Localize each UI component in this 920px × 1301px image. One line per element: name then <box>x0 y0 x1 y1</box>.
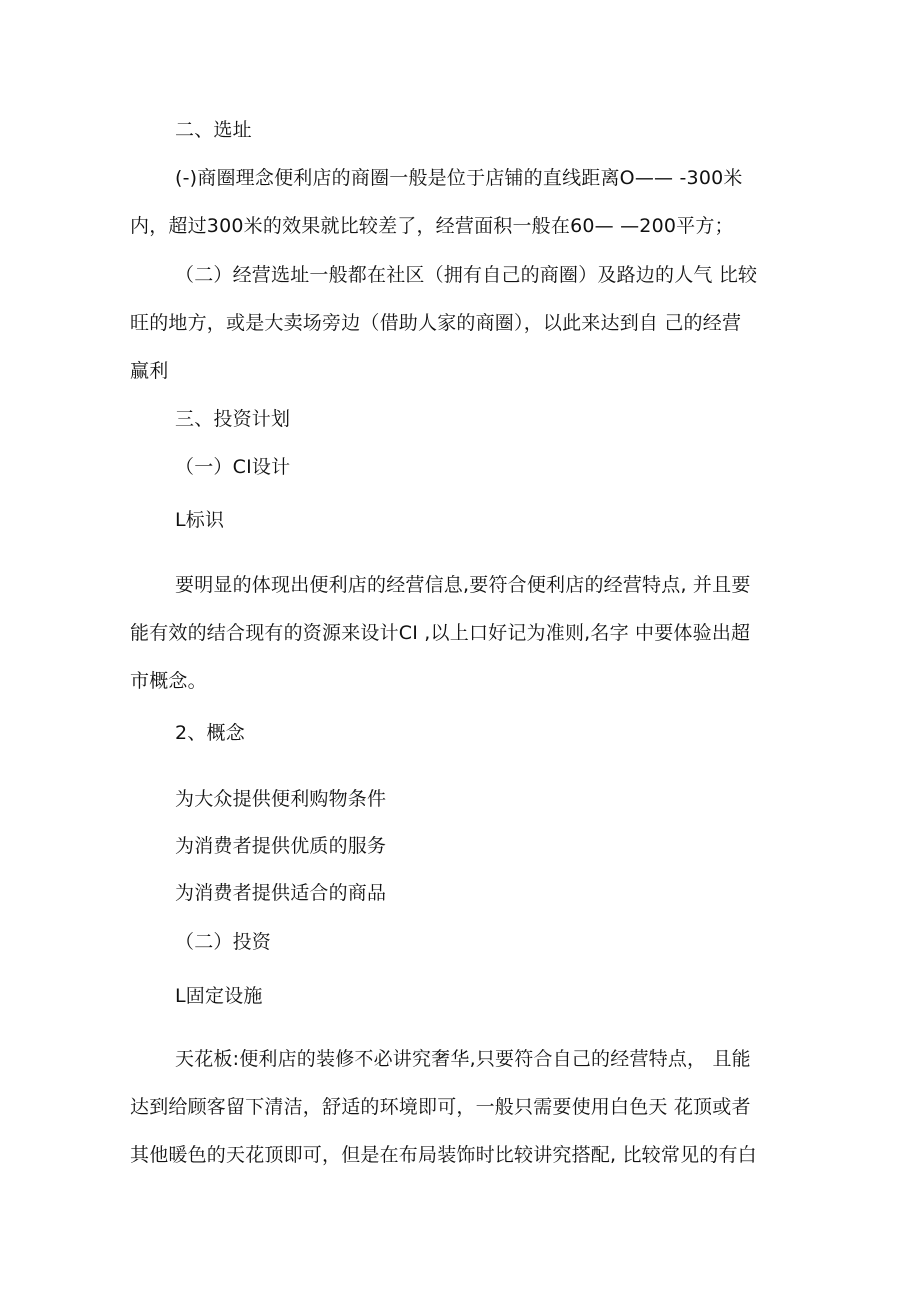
paragraph-line: 天花板:便利店的装修不必讲究奢华,只要符合自己的经营特点， 且能 <box>175 1048 751 1070</box>
paragraph-line: 能有效的结合现有的资源来设计CI ,以上口好记为准则,名字 中要体验出超 <box>130 622 751 644</box>
paragraph-line: (-)商圈理念便利店的商圈一般是位于店铺的直线距离O—— -300米 <box>175 167 743 189</box>
subheading-concept: 2、概念 <box>175 722 245 744</box>
subheading-investment: （二）投资 <box>175 931 272 953</box>
paragraph-line: 市概念。 <box>130 670 207 692</box>
subheading-ci-design: （一）CI设计 <box>175 456 291 478</box>
list-item: 为大众提供便利购物条件 <box>175 788 387 810</box>
paragraph-line: 赢利 <box>130 360 169 382</box>
heading-site-selection: 二、选址 <box>175 119 252 141</box>
paragraph-line: 内，超过300米的效果就比较差了，经营面积一般在60— —200平方； <box>130 215 734 237</box>
paragraph-line: 要明显的体现出便利店的经营信息,要符合便利店的经营特点, 并且要 <box>175 574 751 596</box>
subheading-fixed-facilities: L固定设施 <box>175 985 263 1007</box>
paragraph-line: 达到给顾客留下清洁，舒适的环境即可，一般只需要使用白色天 花顶或者 <box>130 1096 751 1118</box>
paragraph-line: 其他暖色的天花顶即可，但是在布局装饰时比较讲究搭配, 比较常见的有白 <box>130 1144 757 1166</box>
paragraph-line: 旺的地方，或是大卖场旁边（借助人家的商圈），以此来达到自 己的经营 <box>130 312 742 334</box>
subheading-logo: L标识 <box>175 509 225 531</box>
list-item: 为消费者提供优质的服务 <box>175 835 387 857</box>
heading-investment-plan: 三、投资计划 <box>175 408 291 430</box>
list-item: 为消费者提供适合的商品 <box>175 882 387 904</box>
paragraph-line: （二）经营选址一般都在社区（拥有自己的商圈）及路边的人气 比较 <box>175 264 758 286</box>
